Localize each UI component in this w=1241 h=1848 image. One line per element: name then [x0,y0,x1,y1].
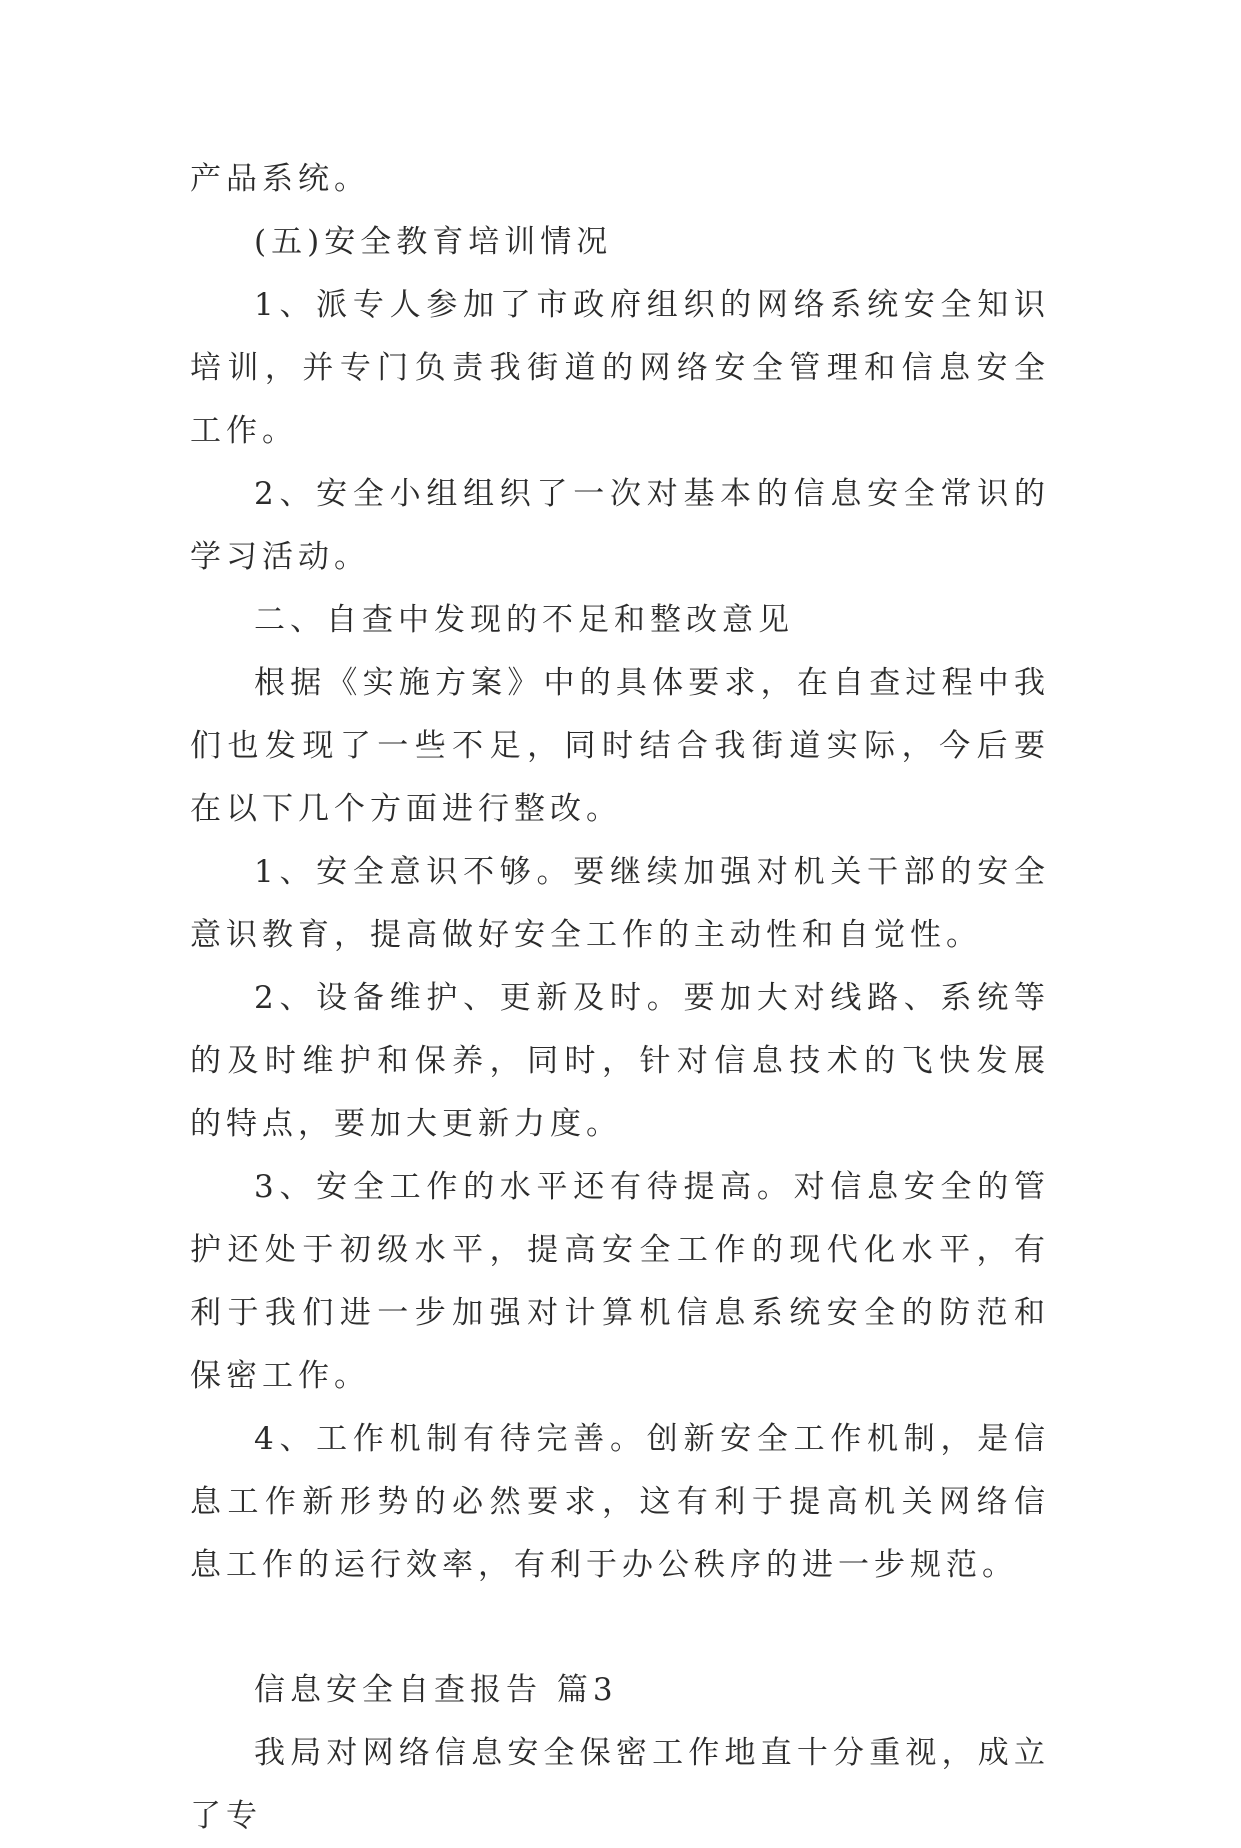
paragraph-training-item-1: 1、派专人参加了市政府组织的网络系统安全知识培训，并专门负责我街道的网络安全管理和信息安全工作。 [190,287,1050,449]
section-spacer [190,1597,1050,1659]
subsection-heading-education-training: (五)安全教育培训情况 [254,224,613,260]
paragraph-shortcoming-1: 1、安全意识不够。要继续加强对机关干部的安全意识教育，提高做好安全工作的主动性和自觉性。 [190,854,1050,953]
section-title-report-3: 信息安全自查报告 篇3 [254,1672,618,1708]
document-body [190,148,1050,1848]
paragraph-shortcoming-3: 3、安全工作的水平还有待提高。对信息安全的管护还处于初级水平，提高安全工作的现代化水平，有利于我们进一步加强对计算机信息系统安全的防范和保密工作。 [190,1169,1050,1394]
paragraph-training-item-2: 2、安全小组组织了一次对基本的信息安全常识的学习活动。 [190,476,1050,575]
paragraph-shortcoming-4: 4、工作机制有待完善。创新安全工作机制，是信息工作新形势的必然要求，这有利于提高机关网络信息工作的运行效率，有利于办公秩序的进一步规范。 [190,1421,1050,1583]
paragraph-shortcomings-intro: 根据《实施方案》中的具体要求，在自查过程中我们也发现了一些不足，同时结合我街道实际，今后要在以下几个方面进行整改。 [190,665,1050,827]
paragraph-shortcoming-2: 2、设备维护、更新及时。要加大对线路、系统等的及时维护和保养，同时，针对信息技术的飞快发展的特点，要加大更新力度。 [190,980,1050,1142]
paragraph-continuation: 产品系统。 [190,161,370,197]
section-heading-shortcomings: 二、自查中发现的不足和整改意见 [254,602,794,638]
paragraph-report-3-start: 我局对网络信息安全保密工作地直十分重视，成立了专 [190,1735,1050,1834]
